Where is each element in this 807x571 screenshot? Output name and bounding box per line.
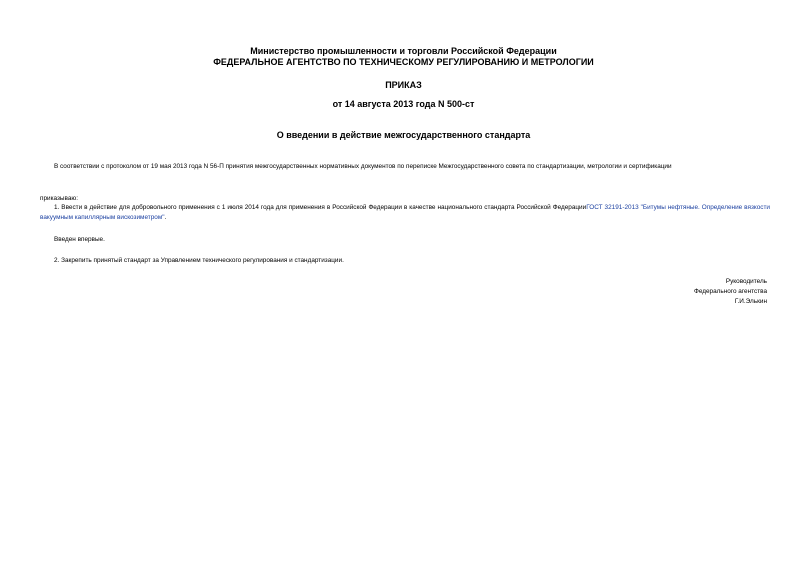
- signature-title-2: Федерального агентства: [693, 288, 767, 295]
- signature-name: Г.И.Элькин: [734, 298, 767, 305]
- document-type: ПРИКАЗ: [385, 80, 422, 90]
- signature-block: [694, 277, 767, 307]
- item-1-paragraph: [40, 203, 770, 223]
- item-1-text: 1. Ввести в действие для добровольного применения с 1 июля 2014 года для применения в Российской Федерации в качестве национального стандарта Российской Федерации: [54, 204, 587, 211]
- document-date-number: от 14 августа 2013 года N 500-ст: [332, 99, 475, 109]
- agency-title: ФЕДЕРАЛЬНОЕ АГЕНТСТВО ПО ТЕХНИЧЕСКОМУ РЕГУЛИРОВАНИЮ И МЕТРОЛОГИИ: [213, 57, 594, 67]
- item-1-end: .: [164, 214, 167, 221]
- signature-title-1: Руководитель: [725, 278, 767, 285]
- ministry-title: Министерство промышленности и торговли Российской Федерации: [250, 46, 557, 56]
- preamble-paragraph: В соответствии с протоколом от 19 мая 2013 года N 56-П принятия межгосударственных нормативных документов по переписке Межгосударственного совета по стандартизации, метрологии и сертификации: [54, 163, 672, 170]
- gost-document-link[interactable]: ГОСТ 32191-2013 "Битумы нефтяные. Определение вязкости вакуумным капиллярным вискозиметром": [40, 204, 770, 221]
- order-word: приказываю:: [40, 195, 78, 202]
- first-introduction-note: Введен впервые.: [54, 236, 105, 243]
- document-subject: О введении в действие межгосударственного стандарта: [276, 130, 531, 140]
- item-2-paragraph: 2. Закрепить принятый стандарт за Управлением технического регулирования и стандартизации.: [54, 257, 344, 264]
